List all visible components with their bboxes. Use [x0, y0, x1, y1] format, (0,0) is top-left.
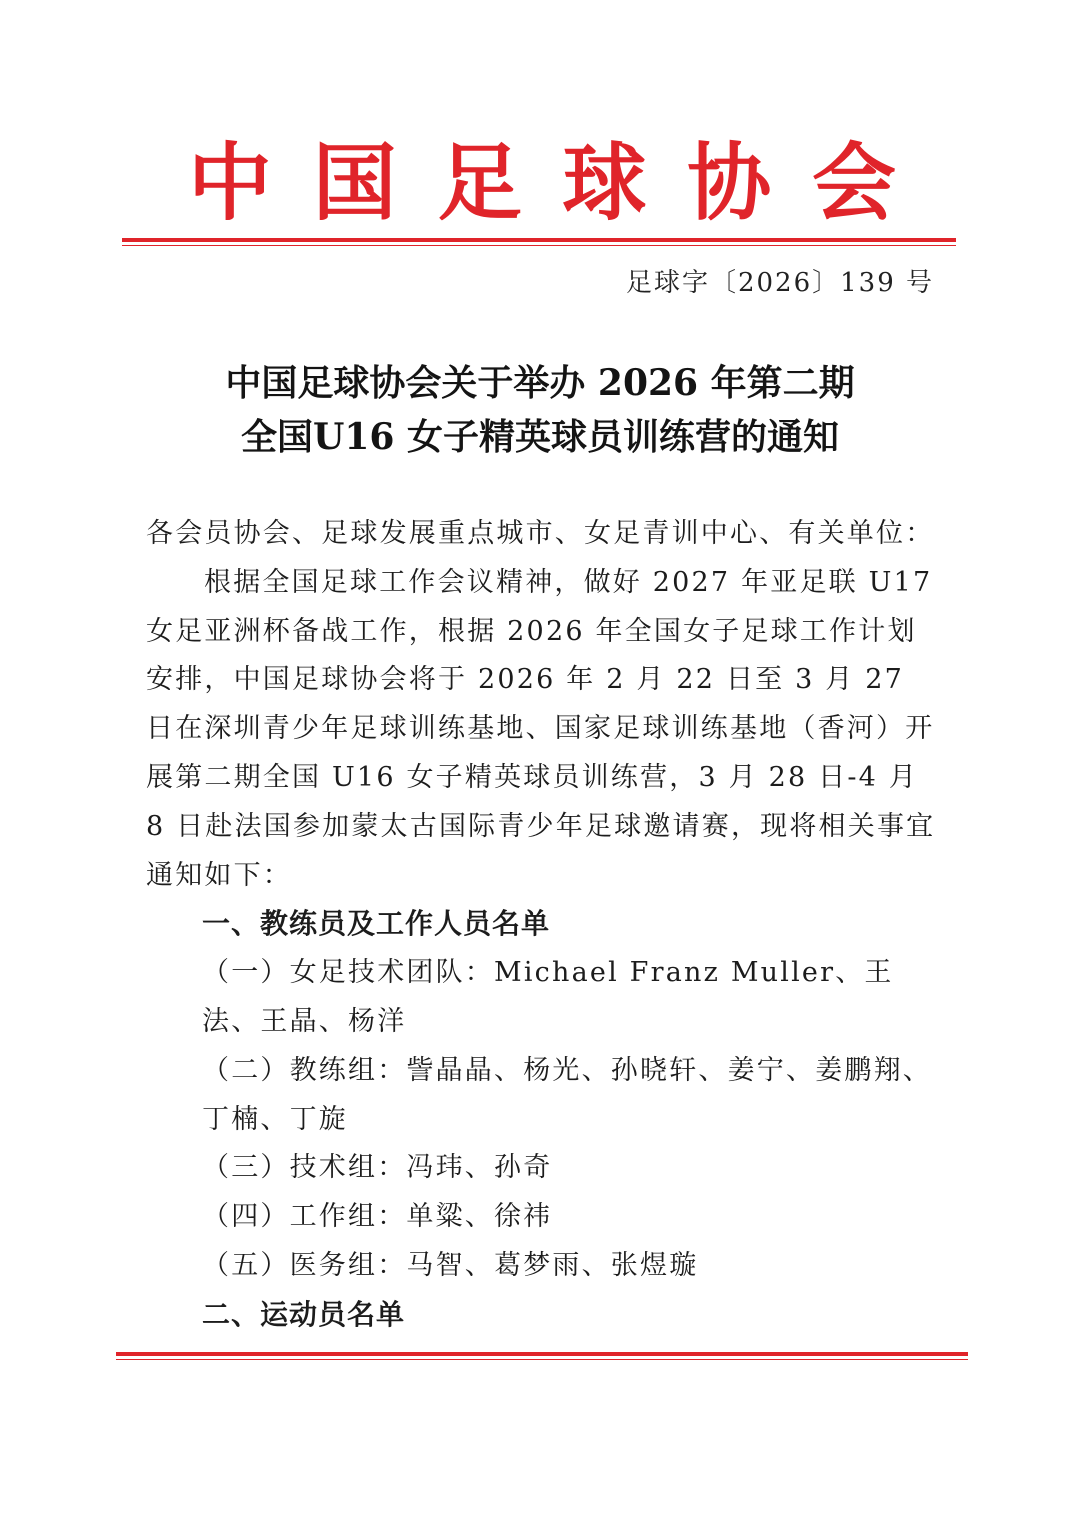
letterhead-org-name: [122, 128, 958, 238]
staff-item: （四）工作组：单粱、徐祎: [202, 1201, 553, 1233]
title-line-1: 中国足球协会关于举办 2026 年第二期: [225, 362, 855, 404]
letterhead-char: 会: [811, 133, 896, 232]
section-heading-staff: 一、教练员及工作人员名单: [202, 907, 551, 941]
staff-item: （五）医务组：马智、葛梦雨、张煜璇: [202, 1249, 699, 1281]
letterhead-char: 足: [437, 133, 522, 232]
letterhead-divider: [122, 238, 956, 242]
footer-divider: [116, 1352, 968, 1356]
intro-paragraph: 根据全国足球工作会议精神，做好 2027 年亚足联 U17 女足亚洲杯备战工作，根据 2026 年全国女子足球工作计划安排，中国足球协会将于 2026 年 2 月 22 日至 3 月 27 日在深圳青少年足球训练基地、国家足球训练基地（香河）开展第二期全国 U16 女子精英球员训练营，3 月 28 日-4 月 8 日赴法国参加蒙太古国际青少年足球邀请赛，现将相关事宜通知如下：: [146, 566, 936, 891]
document-number: 足球字〔2026〕139 号: [625, 268, 934, 298]
document-title: [120, 356, 960, 464]
staff-item: （二）教练组：訾晶晶、杨光、孙晓轩、姜宁、姜鹏翔、丁楠、丁旋: [202, 1054, 932, 1135]
staff-item: （一）女足技术团队：Michael Franz Muller、王法、王晶、杨洋: [202, 957, 894, 1037]
letterhead-char: 协: [687, 133, 772, 232]
letterhead-char: 中: [188, 133, 273, 232]
salutation: 各会员协会、足球发展重点城市、女足青训中心、有关单位：: [146, 518, 935, 549]
staff-item: （三）技术组：冯玮、孙奇: [202, 1152, 553, 1184]
letterhead-char: 国: [312, 133, 397, 232]
section-heading-players: 二、运动员名单: [202, 1297, 406, 1331]
letterhead-char: 球: [562, 133, 647, 232]
title-line-2: 全国U16 女子精英球员训练营的通知: [240, 416, 840, 458]
document-body: [146, 510, 936, 1340]
